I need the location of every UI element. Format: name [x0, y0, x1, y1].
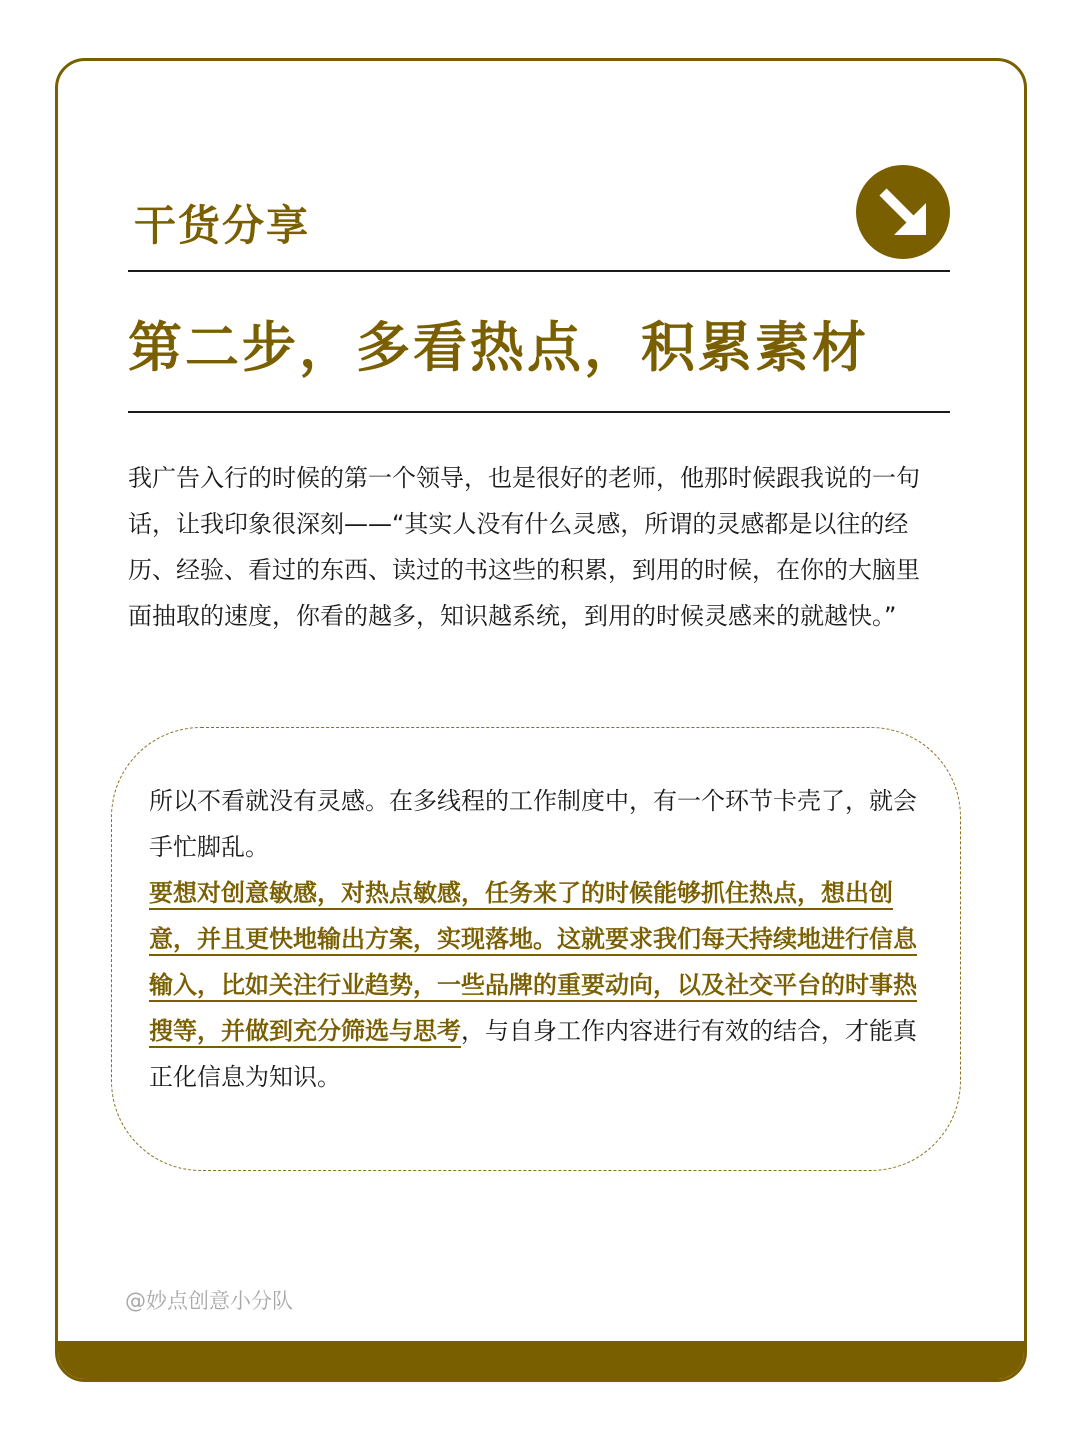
callout-box [111, 727, 961, 1171]
author-handle: @妙点创意小分队 [125, 1289, 293, 1313]
page-title: 第二步，多看热点，积累素材 [128, 316, 869, 379]
arrow-down-right-icon [856, 165, 950, 259]
content-card [55, 58, 1027, 1382]
callout-tail: ，与自身工作内容进行有效的结合，才能真正化信息为知识。 [149, 1017, 917, 1091]
bottom-divider [128, 411, 950, 413]
callout-paragraph [149, 778, 939, 1100]
section-tag: 干货分享 [134, 201, 311, 250]
callout-lead: 所以不看就没有灵感。在多线程的工作制度中，有一个环节卡壳了，就会手忙脚乱。 [149, 787, 917, 861]
top-divider [128, 270, 950, 272]
intro-paragraph: 我广告入行的时候的第一个领导，也是很好的老师，他那时候跟我说的一句话，让我印象很深刻——“其实人没有什么灵感，所谓的灵感都是以往的经历、经验、看过的东西、读过的书这些的积累，到用的时候，在你的大脑里面抽取的速度，你看的越多，知识越系统，到用的时候灵感来的就越快。” [128, 464, 920, 630]
callout-emphasis: 要想对创意敏感，对热点敏感，任务来了的时候能够抓住热点，想出创意，并且更快地输出方案，实现落地。这就要求我们每天持续地进行信息输入，比如关注行业趋势，一些品牌的重要动向，以及社交平台的时事热搜等，并做到充分筛选与思考 [149, 879, 917, 1045]
bottom-band [58, 1341, 1024, 1379]
